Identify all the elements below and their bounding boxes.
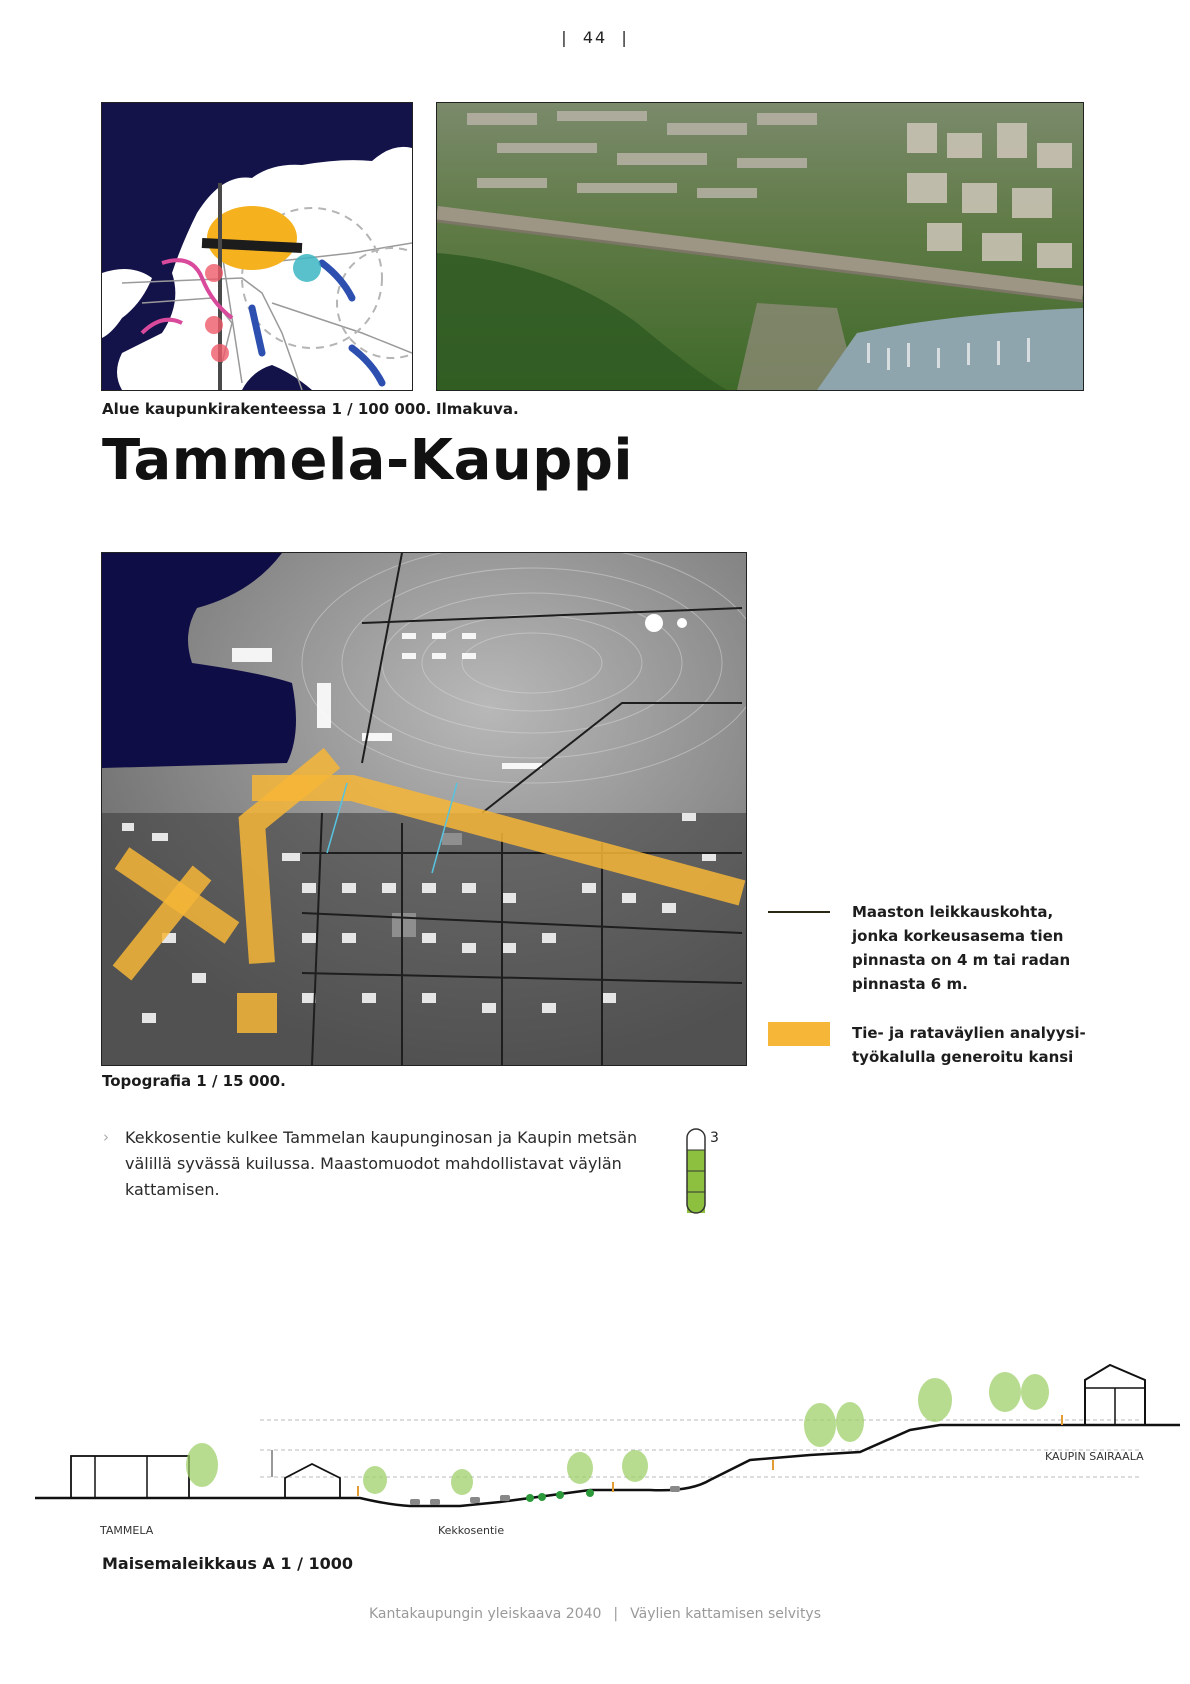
aerial-photo-graphic <box>437 103 1083 390</box>
tammela-building <box>71 1456 189 1498</box>
section-label-kaupin-sairaala: KAUPIN SAIRAALA <box>1045 1450 1144 1463</box>
section-label-kekkosentie: Kekkosentie <box>438 1524 505 1537</box>
landscape-section-caption: Maisemaleikkaus A 1 / 1000 <box>102 1554 354 1573</box>
aerial-photo-caption: Ilmakuva. <box>436 400 519 418</box>
legend-line-symbol <box>768 911 830 913</box>
landscape-section <box>30 1340 1180 1520</box>
legend-cover-swatch <box>768 1022 830 1046</box>
bullet-marker: › <box>103 1128 109 1146</box>
rating-label: 3 <box>710 1130 719 1146</box>
body-paragraph: Kekkosentie kulkee Tammelan kaupunginosan ja Kaupin metsän välillä syvässä kuilussa. Maastomuodot mahdollistavat väylän kattamisen. <box>125 1128 638 1199</box>
topography-map-caption: Topografia 1 / 15 000. <box>102 1072 286 1090</box>
urban-structure-map <box>101 102 413 391</box>
small-building <box>285 1464 340 1498</box>
topography-map <box>101 552 747 1066</box>
rating-gauge-fill <box>687 1150 705 1213</box>
urban-structure-map-caption: Alue kaupunkirakenteessa 1 / 100 000. <box>102 400 432 418</box>
page-number: | 44 | <box>561 28 629 47</box>
legend-line-text: Maaston leikkauskohta, jonka korkeusasema tien pinnasta on 4 m tai radan pinnasta 6 m. <box>852 903 1071 993</box>
legend-cover-text: Tie- ja rataväylien analyysi- työkalulla generoitu kansi <box>852 1024 1086 1066</box>
section-label-tammela: TAMMELA <box>100 1524 154 1537</box>
aerial-photo <box>436 102 1084 391</box>
page-title: Tammela-Kauppi <box>102 428 634 493</box>
urban-structure-map-graphic <box>102 103 412 390</box>
page-footer: Kantakaupungin yleiskaava 2040 | Väylien kattamisen selvitys <box>368 1606 822 1622</box>
topography-map-graphic <box>102 553 746 1065</box>
